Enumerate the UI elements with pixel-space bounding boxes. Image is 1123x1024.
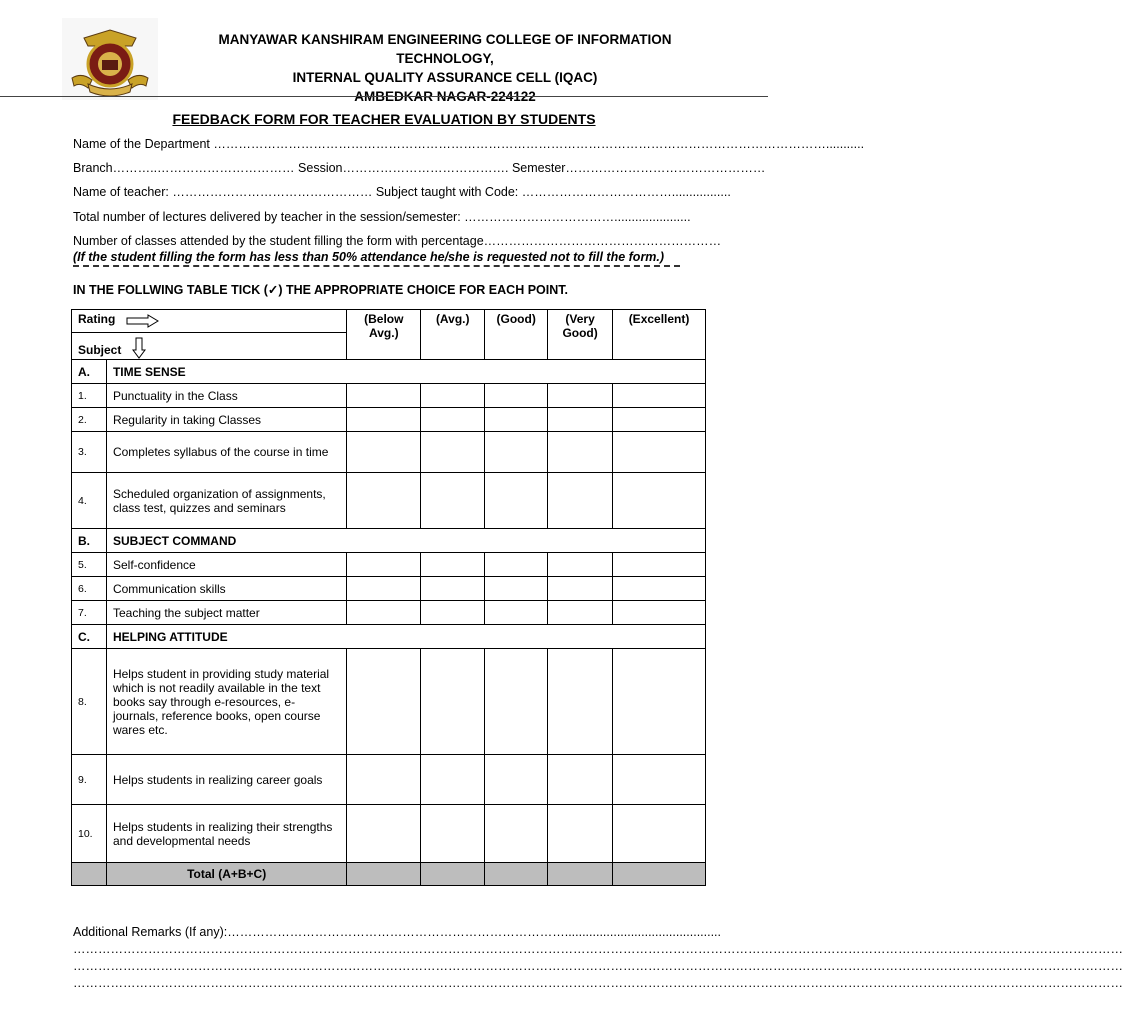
rating-cell[interactable] [485, 384, 548, 408]
table-row [72, 384, 706, 408]
total-label: Total (A+B+C) [106, 863, 346, 886]
column-good: (Good) [485, 310, 548, 360]
item-text: Teaching the subject matter [106, 601, 346, 625]
header-college-name: MANYAWAR KANSHIRAM ENGINEERING COLLEGE OF INFORMATION TECHNOLOGY, [218, 32, 672, 66]
rating-cell[interactable] [421, 755, 485, 805]
attendance-field[interactable]: Number of classes attended by the student filling the form with percentage………………………………………………… [73, 234, 722, 248]
form-title: FEEDBACK FORM FOR TEACHER EVALUATION BY STUDENTS [172, 111, 596, 127]
section-title: HELPING ATTITUDE [106, 625, 705, 649]
rating-cell[interactable] [548, 473, 613, 529]
rating-cell[interactable] [347, 649, 421, 755]
rating-cell[interactable] [548, 755, 613, 805]
rating-cell[interactable] [347, 601, 421, 625]
department-field[interactable]: Name of the Department …………………………………………………………………………………………………………………………………........... [73, 137, 865, 151]
rating-subject-cell [72, 310, 347, 360]
rating-cell[interactable] [548, 553, 613, 577]
item-number: 9. [72, 755, 107, 805]
additional-remarks-field[interactable]: Additional Remarks (If any):………………………………………………………………………............................................. [73, 925, 722, 939]
total-blank-cell [72, 863, 107, 886]
table-row [72, 408, 706, 432]
section-row [72, 529, 706, 553]
rating-cell[interactable] [485, 805, 548, 863]
rating-cell[interactable] [548, 805, 613, 863]
table-row [72, 432, 706, 473]
rating-cell[interactable] [421, 805, 485, 863]
college-logo [62, 18, 158, 100]
rating-cell[interactable] [347, 473, 421, 529]
rating-cell[interactable] [613, 577, 706, 601]
rating-cell[interactable] [485, 601, 548, 625]
rating-cell[interactable] [548, 408, 613, 432]
rating-cell[interactable] [421, 384, 485, 408]
instruction-text-start: IN THE FOLLWING TABLE TICK ( [73, 283, 268, 297]
remarks-line[interactable]: ……………………………………………………………………………………………………………………………………………………………………………………………………………………………… [73, 959, 1123, 973]
item-number: 5. [72, 553, 107, 577]
table-instruction [73, 282, 568, 297]
instruction-text-end: ) THE APPROPRIATE CHOICE FOR EACH POINT. [278, 283, 568, 297]
table-row [72, 577, 706, 601]
rating-cell[interactable] [347, 755, 421, 805]
header-divider [0, 96, 768, 97]
rating-cell[interactable] [421, 473, 485, 529]
arrow-right-icon [126, 314, 160, 331]
rating-cell[interactable] [613, 805, 706, 863]
item-text: Completes syllabus of the course in time [106, 432, 346, 473]
rating-cell[interactable] [548, 577, 613, 601]
table-row [72, 473, 706, 529]
rating-label: Rating [78, 312, 116, 326]
total-cell[interactable] [548, 863, 613, 886]
attendance-note: (If the student filling the form has less than 50% attendance he/she is requested not to fill the form.) [73, 250, 665, 264]
rating-cell[interactable] [613, 408, 706, 432]
evaluation-table [71, 309, 706, 886]
table-row [72, 553, 706, 577]
item-number: 1. [72, 384, 107, 408]
rating-cell[interactable] [548, 384, 613, 408]
rating-cell[interactable] [613, 601, 706, 625]
total-cell[interactable] [485, 863, 548, 886]
rating-cell[interactable] [421, 649, 485, 755]
rating-cell[interactable] [613, 384, 706, 408]
section-row [72, 625, 706, 649]
item-text: Communication skills [106, 577, 346, 601]
arrow-down-icon [132, 337, 146, 362]
rating-cell[interactable] [548, 432, 613, 473]
column-excellent: (Excellent) [613, 310, 706, 360]
item-number: 8. [72, 649, 107, 755]
rating-cell[interactable] [613, 553, 706, 577]
item-text: Helps student in providing study material which is not readily available in the text books say through e-resources, e-journals, reference books, open course wares etc. [106, 649, 346, 755]
rating-cell[interactable] [347, 577, 421, 601]
rating-cell[interactable] [613, 755, 706, 805]
table-header-row [72, 310, 706, 360]
rating-cell[interactable] [613, 432, 706, 473]
item-number: 3. [72, 432, 107, 473]
teacher-subject-field[interactable]: Name of teacher: ………………………………………… Subject taught with Code: ………………………………................. [73, 185, 731, 199]
item-number: 4. [72, 473, 107, 529]
college-header [170, 30, 720, 106]
rating-cell[interactable] [347, 805, 421, 863]
total-cell[interactable] [347, 863, 421, 886]
rating-cell[interactable] [485, 432, 548, 473]
item-text: Regularity in taking Classes [106, 408, 346, 432]
item-text: Self-confidence [106, 553, 346, 577]
section-letter: B. [72, 529, 107, 553]
item-number: 10. [72, 805, 107, 863]
rating-cell[interactable] [485, 755, 548, 805]
rating-cell[interactable] [548, 601, 613, 625]
item-number: 2. [72, 408, 107, 432]
rating-cell[interactable] [485, 649, 548, 755]
dashed-divider [73, 265, 680, 267]
rating-cell[interactable] [347, 432, 421, 473]
item-text: Scheduled organization of assignments, class test, quizzes and seminars [106, 473, 346, 529]
item-text: Helps students in realizing career goals [106, 755, 346, 805]
total-cell[interactable] [421, 863, 485, 886]
rating-cell[interactable] [421, 601, 485, 625]
rating-cell[interactable] [485, 577, 548, 601]
section-title: TIME SENSE [106, 360, 705, 384]
rating-cell[interactable] [548, 649, 613, 755]
table-row [72, 805, 706, 863]
column-below-avg: (Below Avg.) [347, 310, 421, 360]
rating-cell[interactable] [485, 553, 548, 577]
section-row [72, 360, 706, 384]
section-letter: C. [72, 625, 107, 649]
table-row [72, 601, 706, 625]
item-number: 7. [72, 601, 107, 625]
table-row [72, 649, 706, 755]
rating-cell[interactable] [347, 408, 421, 432]
item-text: Punctuality in the Class [106, 384, 346, 408]
rating-cell[interactable] [421, 553, 485, 577]
section-letter: A. [72, 360, 107, 384]
remarks-line[interactable]: ……………………………………………………………………………………………………………………………………………………………………………………………………………………………… [73, 976, 1123, 990]
total-cell[interactable] [613, 863, 706, 886]
item-number: 6. [72, 577, 107, 601]
rating-cell[interactable] [347, 553, 421, 577]
column-avg: (Avg.) [421, 310, 485, 360]
item-text: Helps students in realizing their strengths and developmental needs [106, 805, 346, 863]
rating-cell[interactable] [347, 384, 421, 408]
header-iqac: INTERNAL QUALITY ASSURANCE CELL (IQAC) [292, 70, 598, 85]
rating-cell[interactable] [485, 408, 548, 432]
header-address: AMBEDKAR NAGAR-224122 [354, 89, 536, 104]
table-row [72, 755, 706, 805]
subject-label: Subject [78, 343, 122, 357]
rating-cell[interactable] [421, 577, 485, 601]
remarks-line[interactable]: ……………………………………………………………………………………………………………………………………………………………………………………………………………………………… [73, 942, 1123, 956]
rating-cell[interactable] [485, 473, 548, 529]
branch-session-semester-field[interactable]: Branch………..…………………………… Session…………………………………. Semester………………………………………… [73, 161, 766, 175]
rating-cell[interactable] [613, 473, 706, 529]
lectures-field[interactable]: Total number of lectures delivered by teacher in the session/semester: ………………………………...................... [73, 210, 691, 224]
column-very-good: (Very Good) [548, 310, 613, 360]
rating-cell[interactable] [421, 432, 485, 473]
tick-icon: ✓ [267, 283, 279, 297]
rating-cell[interactable] [421, 408, 485, 432]
section-title: SUBJECT COMMAND [106, 529, 705, 553]
rating-cell[interactable] [613, 649, 706, 755]
total-row [72, 863, 706, 886]
